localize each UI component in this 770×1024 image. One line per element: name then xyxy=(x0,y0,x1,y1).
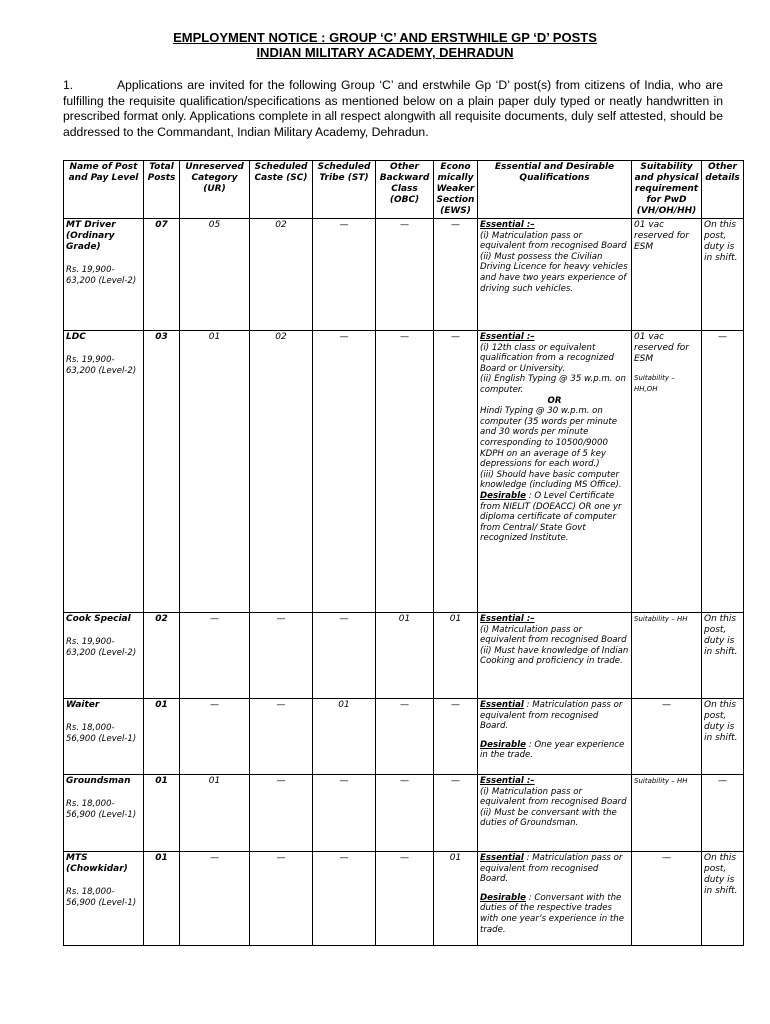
ews-cell: — xyxy=(434,219,478,331)
post-cell: MTS (Chowkidar) Rs. 18,000-56,900 (Level-1) xyxy=(64,852,144,946)
qualification-cell: Essential :– (i) Matriculation pass or equivalent from recognised Board (ii) Must possess the Civilian Driving Licence for heavy vehicles and have two years experience of driving such vehicles. xyxy=(478,219,632,331)
paragraph-number: 1. xyxy=(63,78,74,92)
sc-cell: 02 xyxy=(250,331,313,613)
table-row xyxy=(64,219,744,331)
table-row xyxy=(64,613,744,699)
header-ur: Unreserved Category (UR) xyxy=(180,161,250,219)
obc-cell: — xyxy=(376,775,434,852)
post-cell: Waiter Rs. 18,000-56,900 (Level-1) xyxy=(64,699,144,775)
post-cell: LDC Rs. 19,900-63,200 (Level-2) xyxy=(64,331,144,613)
other-cell: On this post, duty is in shift. xyxy=(702,219,744,331)
ur-cell: — xyxy=(180,852,250,946)
ur-cell: 01 xyxy=(180,331,250,613)
ur-cell: 05 xyxy=(180,219,250,331)
st-cell: — xyxy=(313,775,376,852)
total-cell: 07 xyxy=(144,219,180,331)
ews-cell: 01 xyxy=(434,852,478,946)
pwd-cell: — xyxy=(632,699,702,775)
notice-subtitle: INDIAN MILITARY ACADEMY, DEHRADUN xyxy=(256,45,514,60)
notice-title: EMPLOYMENT NOTICE : GROUP ‘C’ AND ERSTWHILE GP ‘D’ POSTS xyxy=(173,30,597,45)
ews-cell: — xyxy=(434,331,478,613)
sc-cell: — xyxy=(250,775,313,852)
ews-cell: 01 xyxy=(434,613,478,699)
ur-cell: — xyxy=(180,699,250,775)
pwd-cell: Suitability – HH xyxy=(632,613,702,699)
post-cell: Cook Special Rs. 19,900-63,200 (Level-2) xyxy=(64,613,144,699)
total-cell: 01 xyxy=(144,852,180,946)
sc-cell: 02 xyxy=(250,219,313,331)
ews-cell: — xyxy=(434,699,478,775)
table-row xyxy=(64,852,744,946)
obc-cell: — xyxy=(376,219,434,331)
total-cell: 02 xyxy=(144,613,180,699)
obc-cell: 01 xyxy=(376,613,434,699)
pwd-cell: 01 vac reserved for ESM Suitability – HH,OH xyxy=(632,331,702,613)
obc-cell: — xyxy=(376,699,434,775)
qualification-cell: Essential : Matriculation pass or equivalent from recognised Board. Desirable : Conversant with the duties of the respective trades with one year’s experience in the trade. xyxy=(478,852,632,946)
post-cell: Groundsman Rs. 18,000-56,900 (Level-1) xyxy=(64,775,144,852)
header-total: Total Posts xyxy=(144,161,180,219)
st-cell: — xyxy=(313,331,376,613)
table-row xyxy=(64,331,744,613)
total-cell: 01 xyxy=(144,775,180,852)
table-row xyxy=(64,775,744,852)
qualification-cell: Essential :– (i) 12th class or equivalent qualification from a recognized Board or University. (ii) English Typing @ 35 w.p.m. on computer. OR Hindi Typing @ 30 w.p.m. on computer (35 words per minute and 30 words per minute corresponding to 10500/9000 KDPH on an average of 5 key depressions for each word.) (iii) Should have basic computer knowledge (including MS Office). Desirable : O Level Certificate from NIELIT (DOEACC) OR one yr diploma certificate of computer from Central/ State Govt recognized Institute. xyxy=(478,331,632,613)
sc-cell: — xyxy=(250,852,313,946)
header-sc: Scheduled Caste (SC) xyxy=(250,161,313,219)
header-obc: Other Backward Class (OBC) xyxy=(376,161,434,219)
header-other: Other details xyxy=(702,161,744,219)
pwd-cell: 01 vac reserved for ESM xyxy=(632,219,702,331)
other-cell: On this post, duty is in shift. xyxy=(702,699,744,775)
qualification-cell: Essential :– (i) Matriculation pass or equivalent from recognised Board (ii) Must have knowledge of Indian Cooking and proficiency in trade. xyxy=(478,613,632,699)
total-cell: 03 xyxy=(144,331,180,613)
other-cell: On this post, duty is in shift. xyxy=(702,613,744,699)
sc-cell: — xyxy=(250,613,313,699)
pwd-cell: — xyxy=(632,852,702,946)
ur-cell: — xyxy=(180,613,250,699)
header-st: Scheduled Tribe (ST) xyxy=(313,161,376,219)
header-qualifications: Essential and Desirable Qualifications xyxy=(478,161,632,219)
ur-cell: 01 xyxy=(180,775,250,852)
ews-cell: — xyxy=(434,775,478,852)
sc-cell: — xyxy=(250,699,313,775)
header-post: Name of Post and Pay Level xyxy=(64,161,144,219)
st-cell: — xyxy=(313,613,376,699)
posts-table xyxy=(63,160,744,946)
pwd-cell: Suitability – HH xyxy=(632,775,702,852)
other-cell: — xyxy=(702,775,744,852)
qualification-cell: Essential :– (i) Matriculation pass or equivalent from recognised Board (ii) Must be conversant with the duties of Groundsman. xyxy=(478,775,632,852)
table-header-row xyxy=(64,161,744,219)
obc-cell: — xyxy=(376,852,434,946)
header-pwd: Suitability and physical requirement for PwD (VH/OH/HH) xyxy=(632,161,702,219)
st-cell: — xyxy=(313,852,376,946)
total-cell: 01 xyxy=(144,699,180,775)
intro-text: Applications are invited for the following Group ‘C’ and erstwhile Gp ‘D’ post(s) from citizens of India, who are fulfilling the requisite qualification/specifications as mentioned below on a plain paper duly typed or neatly handwritten in prescribed format only. Applications complete in all respect alongwith all requisite documents, duly self attested, should be addressed to the Commandant, Indian Military Academy, Dehradun. xyxy=(63,78,723,139)
other-cell: On this post, duty is in shift. xyxy=(702,852,744,946)
qualification-cell: Essential : Matriculation pass or equivalent from recognised Board. Desirable : One year experience in the trade. xyxy=(478,699,632,775)
intro-paragraph xyxy=(63,78,723,140)
st-cell: 01 xyxy=(313,699,376,775)
post-cell: MT Driver (Ordinary Grade) Rs. 19,900-63,200 (Level-2) xyxy=(64,219,144,331)
header-ews: Econo mically Weaker Section (EWS) xyxy=(434,161,478,219)
table-row xyxy=(64,699,744,775)
st-cell: — xyxy=(313,219,376,331)
obc-cell: — xyxy=(376,331,434,613)
other-cell: — xyxy=(702,331,744,613)
